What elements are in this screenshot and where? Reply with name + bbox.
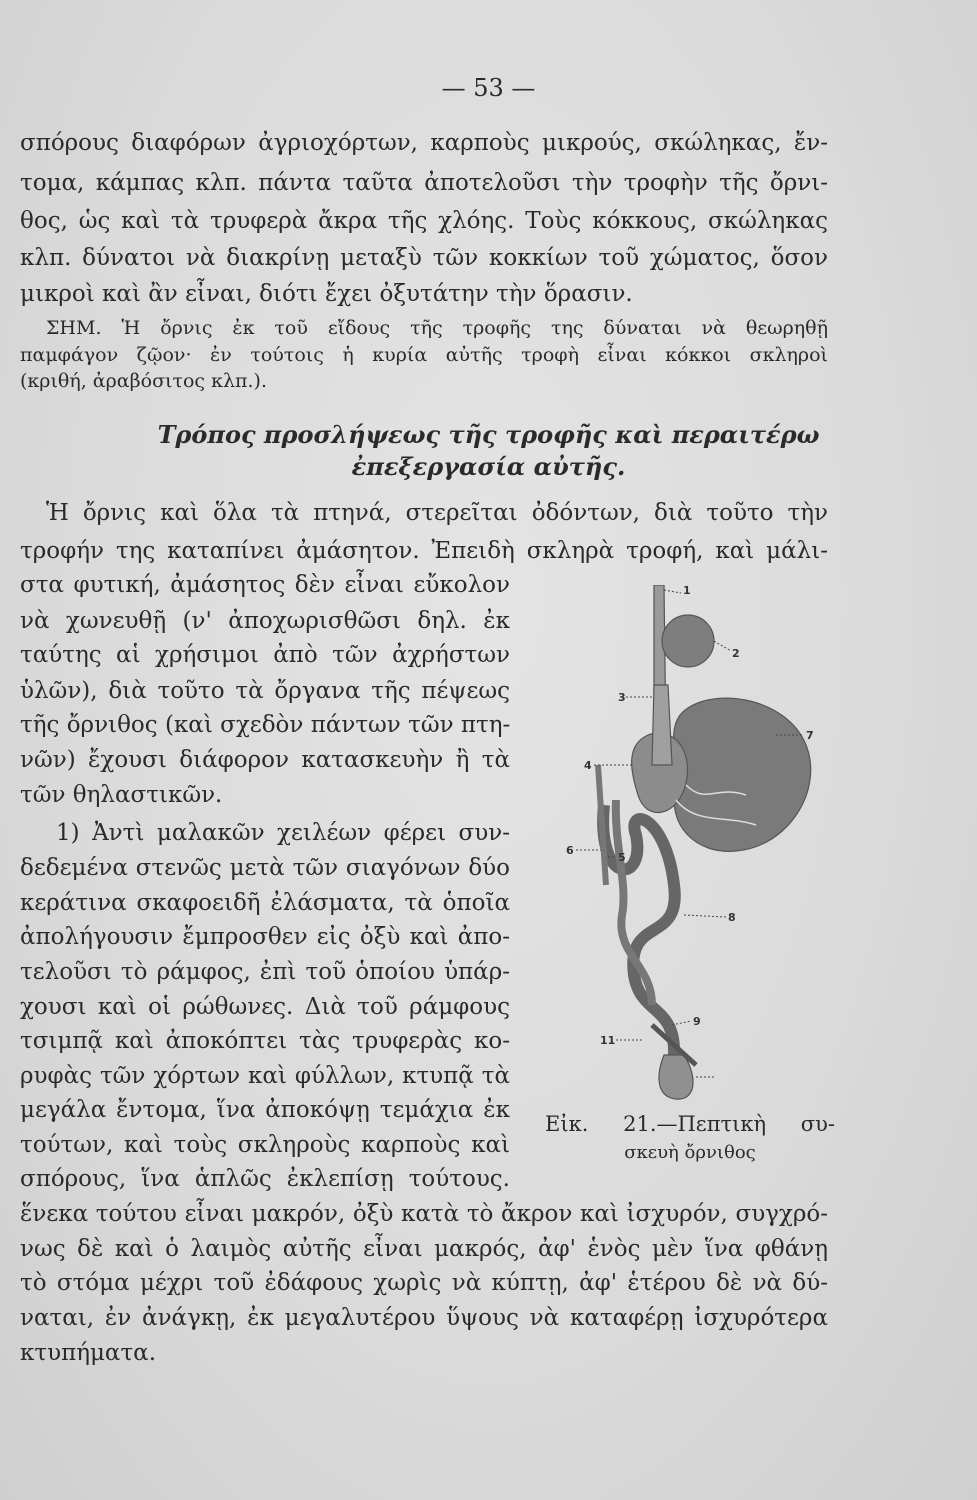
text-line: τῶν θηλαστικῶν. bbox=[20, 782, 223, 808]
text-line: τομα, κάμπας κλπ. πάντα ταῦτα ἀποτελοῦσι τὴν τροφὴν τῆς ὄρνι- bbox=[20, 170, 828, 196]
text-line: νῶν) ἔχουσι διάφορον κατασκευὴν ἢ τὰ bbox=[20, 747, 510, 773]
text-line: ταύτης αἱ χρήσιμοι ἀπὸ τῶν ἀχρήστων bbox=[20, 642, 510, 668]
ceca bbox=[598, 765, 606, 885]
text-line: ρυφὰς τῶν χόρτων καὶ φύλλων, κτυπᾷ τὰ bbox=[20, 1063, 510, 1089]
figure-label: 11 bbox=[600, 1034, 616, 1047]
text-line: ναται, ἐν ἀνάγκῃ, ἐκ μεγαλυτέρου ὕψους νὰ καταφέρῃ ἰσχυρότερα bbox=[20, 1305, 828, 1331]
text-line: μεγάλα ἔντομα, ἵνα ἀποκόψῃ τεμάχια ἐκ bbox=[20, 1097, 510, 1123]
text-line: 1) Ἀντὶ μαλακῶν χειλέων φέρει συν- bbox=[56, 820, 510, 846]
text-line: νὰ χωνευθῇ (ν' ἀποχωρισθῶσι δηλ. ἐκ bbox=[20, 608, 510, 634]
text-line: θος, ὡς καὶ τὰ τρυφερὰ ἄκρα τῆς χλόης. Τοὺς κόκκους, σκώληκας bbox=[20, 208, 828, 234]
text-line: νως δὲ καὶ ὁ λαιμὸς αὐτῆς εἶναι μακρός, ἀφ' ἑνὸς μὲν ἵνα φθάνῃ bbox=[20, 1236, 828, 1262]
text-line: τροφήν της καταπίνει ἀμάσητον. Ἐπειδὴ σκληρὰ τροφή, καὶ μάλι- bbox=[20, 538, 828, 564]
figure-caption: Εἰκ. 21.—Πεπτικὴ συ- bbox=[545, 1112, 835, 1136]
note-line: (κριθή, ἀραβόσιτος κλπ.). bbox=[20, 370, 268, 392]
figure-label: 6 bbox=[566, 844, 574, 857]
proventriculus bbox=[652, 685, 672, 765]
text-line: τὸ στόμα μέχρι τοῦ ἐδάφους χωρὶς νὰ κύπτῃ, ἀφ' ἑτέρου δὲ νὰ δύ- bbox=[20, 1270, 828, 1296]
text-line: σπόρους διαφόρων ἀγριοχόρτων, καρποὺς μικρούς, σκώληκας, ἔν- bbox=[20, 130, 828, 156]
note-line: ΣΗΜ. Ἡ ὄρνις ἐκ τοῦ εἴδους τῆς τροφῆς της δύναται νὰ θεωρηθῇ bbox=[46, 317, 828, 339]
text-line: χουσι καὶ οἱ ρώθωνες. Διὰ τοῦ ράμφους bbox=[20, 994, 510, 1020]
figure-label: 4 bbox=[584, 759, 592, 772]
page-number: — 53 — bbox=[441, 74, 536, 102]
text-line: Ἡ ὄρνις καὶ ὅλα τὰ πτηνά, στερεῖται ὀδόντων, διὰ τοῦτο τὴν bbox=[46, 500, 828, 526]
text-line: κλπ. δύνατοι νὰ διακρίνῃ μεταξὺ τῶν κοκκίων τοῦ χώματος, ὅσον bbox=[20, 245, 828, 271]
note-line: παμφάγον ζῷον· ἐν τούτοις ἡ κυρία αὐτῆς τροφὴ εἶναι κόκκοι σκληροὶ bbox=[20, 344, 828, 366]
figure-label: 1 bbox=[683, 585, 691, 597]
figure-label: 5 bbox=[618, 851, 626, 864]
text-line: ἀπολήγουσιν ἔμπροσθεν εἰς ὀξὺ καὶ ἀπο- bbox=[20, 924, 510, 950]
text-line: ὑλῶν), διὰ τοῦτο τὰ ὄργανα τῆς πέψεως bbox=[20, 678, 510, 704]
text-line: σπόρους, ἵνα ἁπλῶς ἐκλεπίσῃ τούτους. bbox=[20, 1166, 510, 1192]
text-line: κτυπήματα. bbox=[20, 1340, 157, 1366]
cloaca bbox=[659, 1055, 693, 1099]
text-line: τσιμπᾷ καὶ ἀποκόπτει τὰς τρυφερὰς κο- bbox=[20, 1028, 510, 1054]
figure-label: 9 bbox=[693, 1015, 701, 1028]
figure-label: 3 bbox=[618, 691, 626, 704]
text-line: κεράτινα σκαφοειδῆ ἐλάσματα, τὰ ὁποῖα bbox=[20, 890, 510, 916]
crop bbox=[662, 615, 714, 667]
digestive-system-figure bbox=[556, 585, 836, 1115]
text-line: δεδεμένα στενῶς μετὰ τῶν σιαγόνων δύο bbox=[20, 855, 510, 881]
section-heading: Τρόπος προσλήψεως τῆς τροφῆς καὶ περαιτέρω bbox=[157, 420, 820, 449]
intestine-loop bbox=[603, 805, 675, 1055]
text-line: ἕνεκα τούτου εἶναι μακρόν, ὀξὺ κατὰ τὸ ἄκρον καὶ ἰσχυρόν, συγχρό- bbox=[20, 1201, 828, 1227]
figure-label: 2 bbox=[732, 647, 740, 660]
text-line: τῆς ὄρνιθος (καὶ σχεδὸν πάντων τῶν πτη- bbox=[20, 712, 511, 738]
figure-caption-continued: σκευὴ ὄρνιθος bbox=[624, 1142, 756, 1163]
text-line: τελοῦσι τὸ ράμφος, ἐπὶ τοῦ ὁποίου ὑπάρ- bbox=[20, 959, 510, 985]
figure-label: 7 bbox=[806, 729, 814, 742]
figure-label: 8 bbox=[728, 911, 736, 924]
section-heading-continued: ἐπεξεργασία αὐτῆς. bbox=[351, 452, 626, 481]
liver bbox=[674, 698, 811, 851]
text-line: στα φυτική, ἀμάσητος δὲν εἶναι εὔκολον bbox=[20, 572, 510, 598]
text-line: μικροὶ καὶ ἂν εἶναι, διότι ἔχει ὀξυτάτην τὴν ὅρασιν. bbox=[20, 281, 633, 307]
text-line: τούτων, καὶ τοὺς σκληροὺς καρποὺς καὶ bbox=[20, 1132, 510, 1158]
